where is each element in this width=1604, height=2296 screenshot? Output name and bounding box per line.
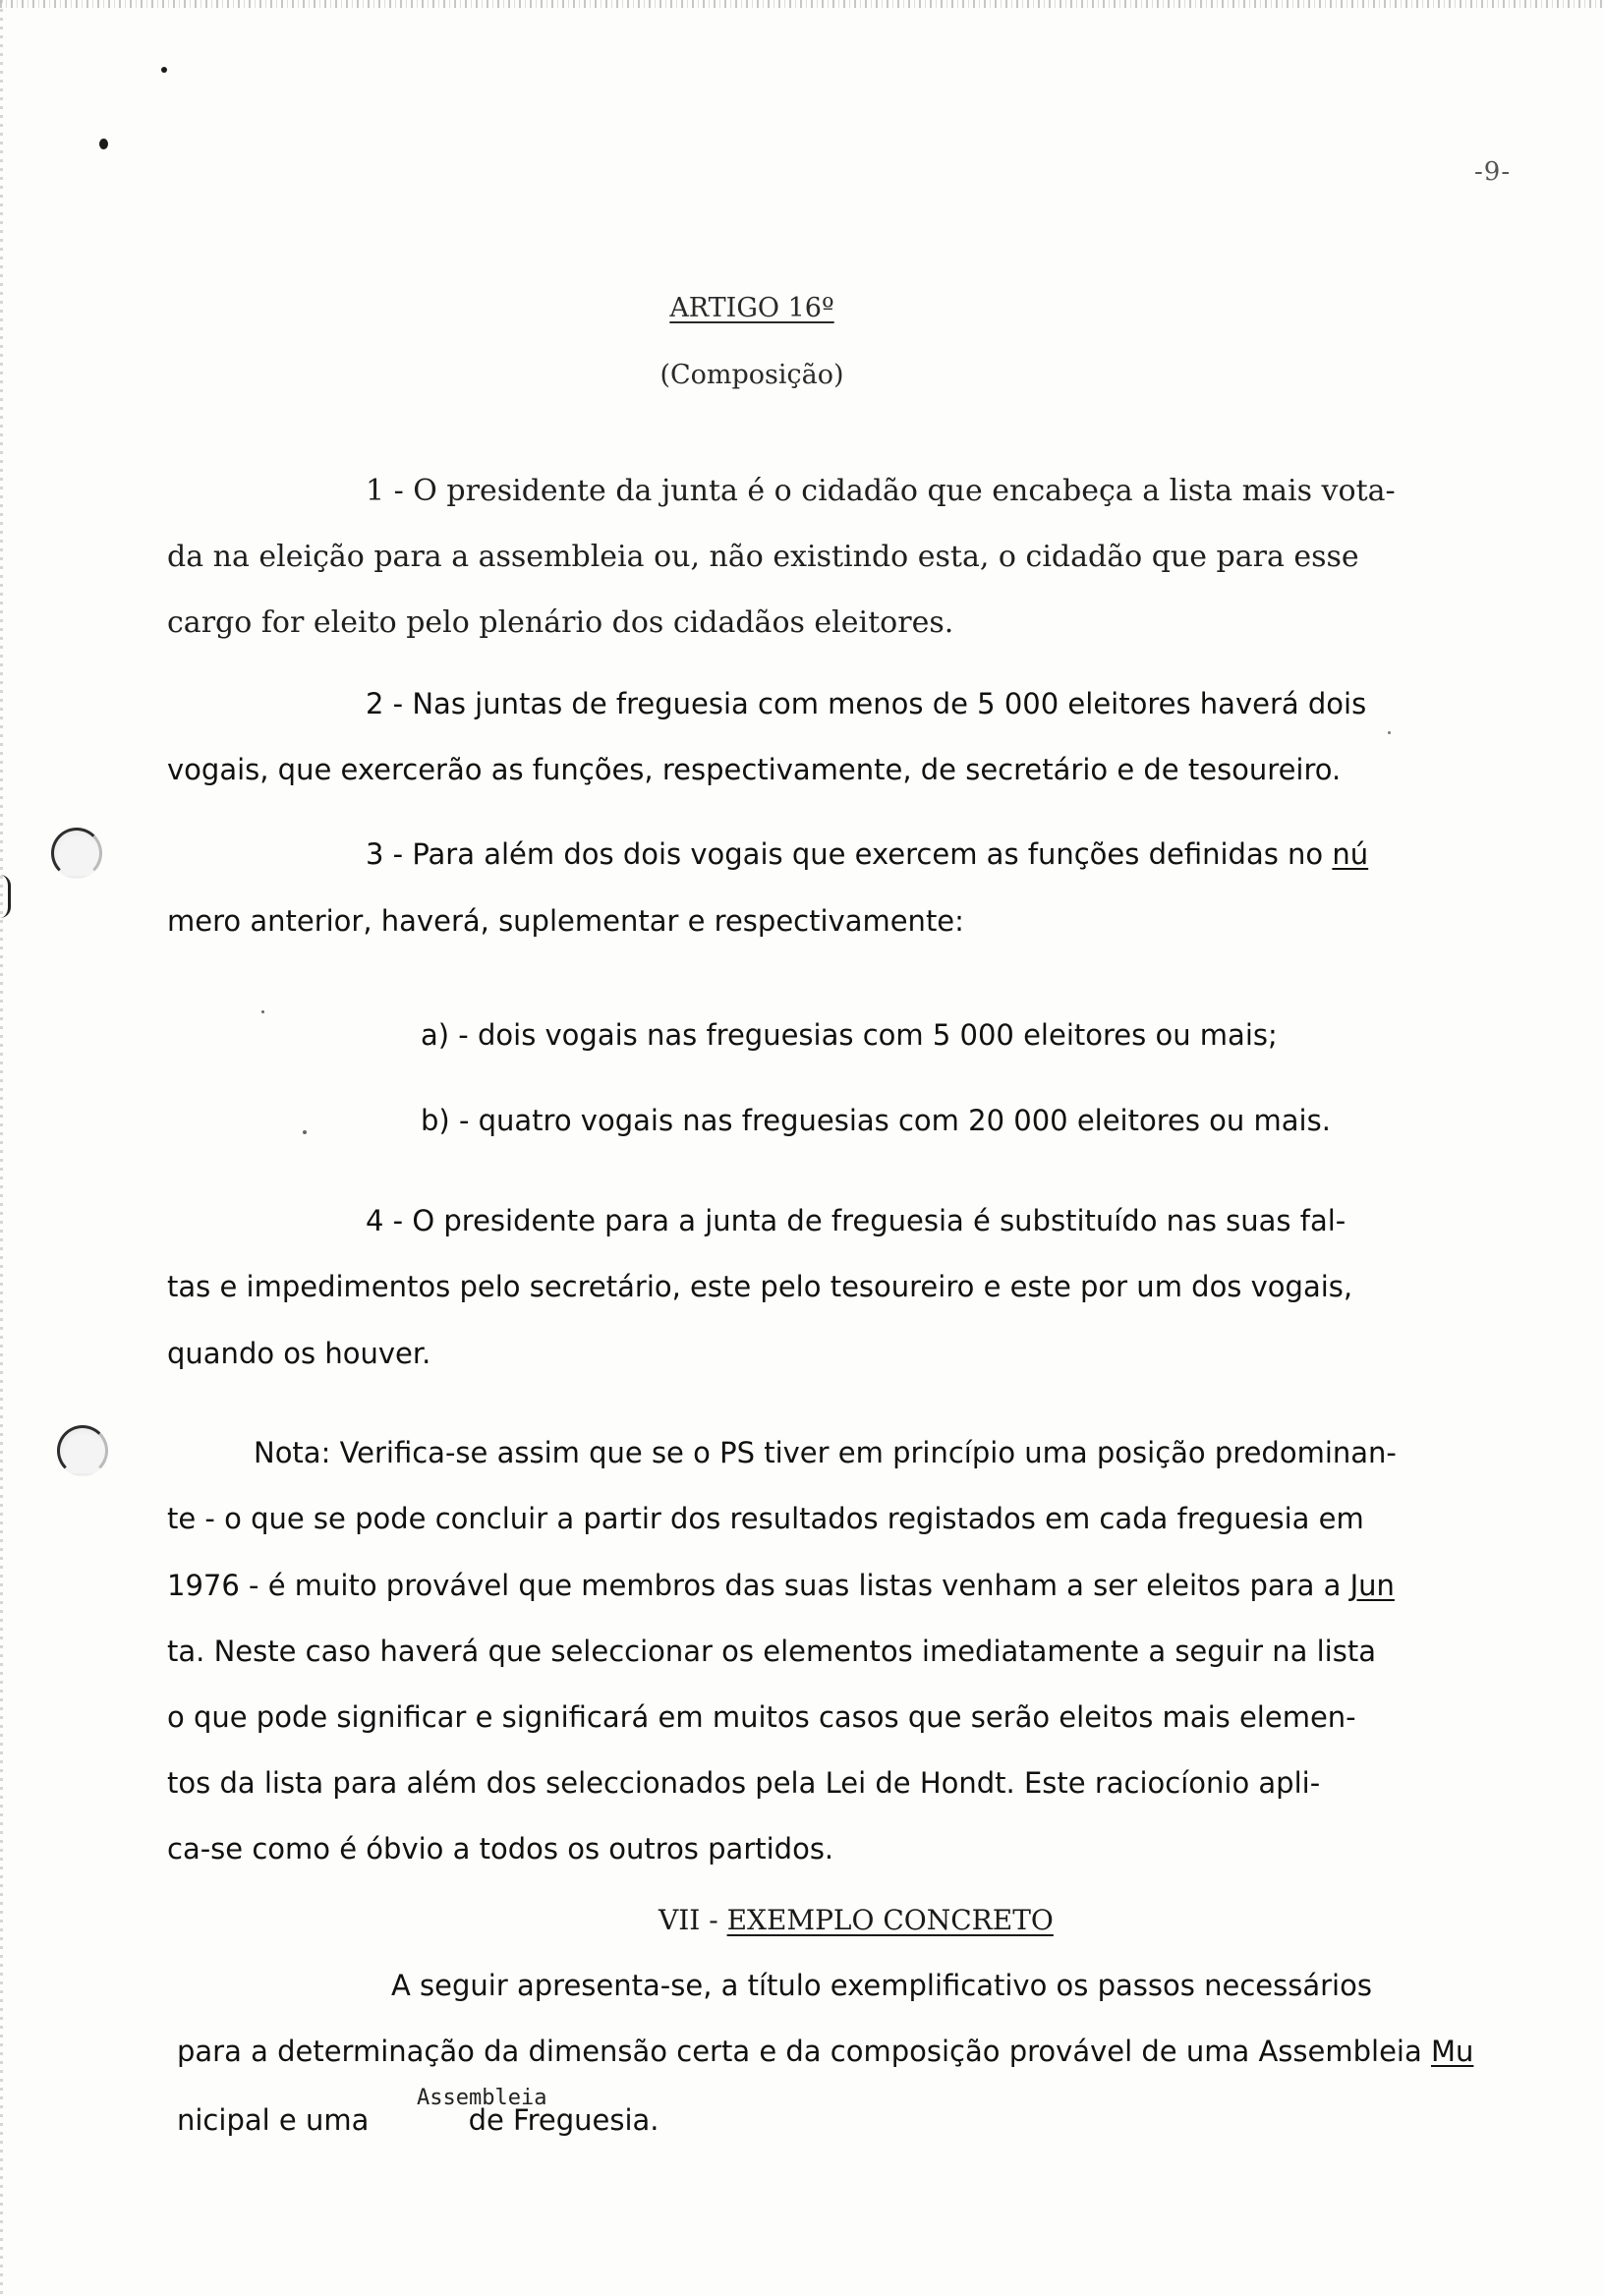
note-line-1: Nota: Verifica-se assim que se o PS tiver em princípio uma posição predominan- [254, 1436, 1397, 1469]
paragraph-2-line-1: 2 - Nas juntas de freguesia com menos de 5 000 eleitores haverá dois [366, 687, 1367, 720]
section-number: VII - [659, 1904, 727, 1936]
paragraph-4-line-2: tas e impedimentos pelo secretário, este pelo tesoureiro e este por um dos vogais, [167, 1270, 1353, 1303]
scan-speck [303, 1130, 307, 1134]
scan-speck [1388, 731, 1391, 734]
paragraph-4-line-1: 4 - O presidente para a junta de freguesia é substituído nas suas fal- [366, 1204, 1346, 1237]
note-line-7: ca-se como é óbvio a todos os outros partidos. [167, 1832, 834, 1866]
paragraph-3-line-1 [366, 837, 1368, 871]
paragraph-1-line-2: da na eleição para a assembleia ou, não existindo esta, o cidadão que para esse [167, 540, 1359, 574]
scan-speck [99, 139, 108, 149]
punch-hole-icon [57, 1425, 108, 1476]
note-line-3 [167, 1569, 1395, 1602]
note-line-2: te - o que se pode concluir a partir dos resultados registados em cada freguesia em [167, 1502, 1364, 1535]
scan-speck [261, 1010, 264, 1013]
section-title: EXEMPLO CONCRETO [726, 1904, 1054, 1936]
paragraph-3-line-1-text: 3 - Para além dos dois vogais que exercem as funções definidas no [366, 837, 1333, 871]
section-heading [659, 1904, 1054, 1936]
paragraph-3-hyphen-split: nú [1332, 837, 1369, 871]
scan-edge-noise [0, 0, 1604, 8]
closing-line-2-text: para a determinação da dimensão certa e da composição provável de uma Assembleia [177, 2035, 1431, 2068]
closing-line-2-hyphen-split: Mu [1430, 2035, 1474, 2068]
paragraph-1-line-1: 1 - O presidente da junta é o cidadão que encabeça a lista mais vota- [366, 474, 1396, 508]
paragraph-3-line-2: mero anterior, haverá, suplementar e respectivamente: [167, 904, 964, 938]
paragraph-4-line-3: quando os houver. [167, 1337, 431, 1370]
note-line-4: ta. Neste caso haverá que seleccionar os elementos imediatamente a seguir na lista [167, 1635, 1376, 1668]
list-item-b: b) - quatro vogais nas freguesias com 20 000 eleitores ou mais. [421, 1104, 1331, 1137]
scan-left-edge [0, 0, 3, 2296]
note-line-6: tos da lista para além dos seleccionados pela Lei de Hondt. Este raciocíonio apli- [167, 1766, 1321, 1800]
scan-speck [161, 67, 167, 73]
article-title: ARTIGO 16º [669, 293, 834, 323]
punch-hole-icon [51, 828, 102, 879]
note-line-3-hyphen-split: Jun [1349, 1569, 1395, 1602]
paragraph-2-line-2: vogais, que exercerão as funções, respectivamente, de secretário e de tesoureiro. [167, 753, 1342, 786]
note-line-5: o que pode significar e significará em muitos casos que serão eleitos mais elemen- [167, 1700, 1356, 1734]
closing-line-2 [177, 2035, 1473, 2068]
closing-line-1: A seguir apresenta-se, a título exemplificativo os passos necessários [391, 1969, 1372, 2002]
closing-line-3-end: de Freguesia. [468, 2103, 659, 2137]
closing-line-3 [177, 2103, 659, 2137]
binding-mark-icon [0, 875, 11, 918]
list-item-a: a) - dois vogais nas freguesias com 5 000 eleitores ou mais; [421, 1018, 1278, 1052]
paragraph-1-line-3: cargo for eleito pelo plenário dos cidadãos eleitores. [167, 605, 954, 640]
article-subtitle: (Composição) [659, 360, 844, 390]
note-line-3-text: 1976 - é muito provável que membros das suas listas venham a ser eleitos para a [167, 1569, 1350, 1602]
page-number: -9- [1474, 157, 1512, 187]
closing-line-3-start: nicipal e uma [177, 2103, 378, 2137]
handwritten-insertion: Assembleia [417, 2086, 547, 2110]
